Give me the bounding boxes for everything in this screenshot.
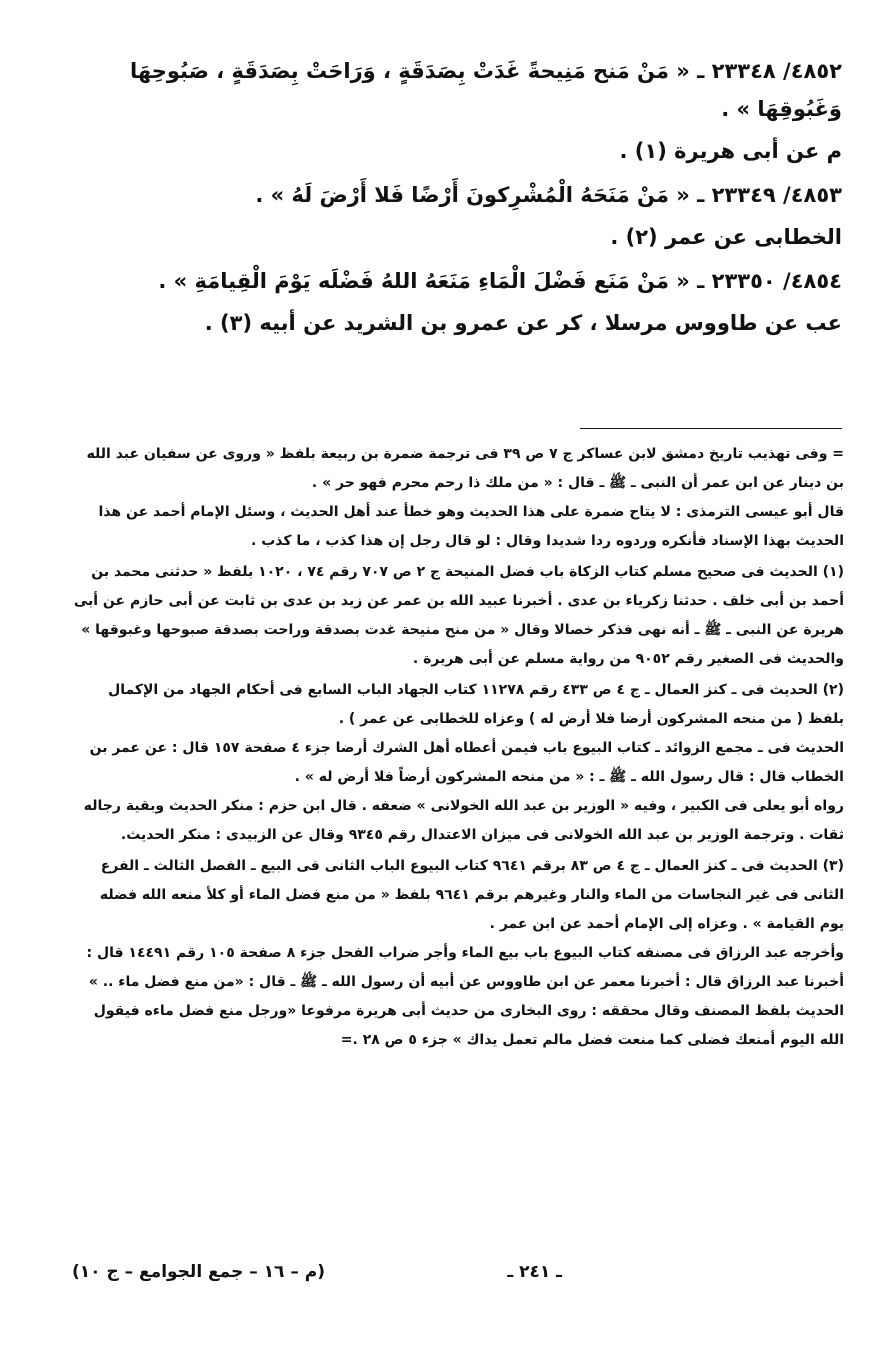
main-text [72,52,842,348]
footnotes [72,440,844,1055]
footnote-2-a: (٢) الحديث فى ـ كنز العمال ـ ج ٤ ص ٤٣٣ رقم ١١٢٧٨ كتاب الجهاد الباب السابع فى أحكام الجهاد من الإكمال بلفظ ( من منحه المشركون أرضا فلا أرض له ) وعزاه للخطابى عن عمر ) . [108,682,844,727]
footnote-3-b: وأخرجه عبد الرزاق فى مصنفه كتاب البيوع باب بيع الماء وأجر ضراب الفحل جزء ٨ صفحة ١٠٥ رقم ١٤٤٩١ قال : أخبرنا عبد الرزاق قال : أخبرنا معمر عن ابن طاووس عن أبيه أن رسول الله ـ ﷺ ـ قال : «من منع فضل ماء .. » الحديث بلفظ المصنف وقال محققه : روى البخارى من حديث أبى هريرة مرفوعا «ورجل منع فضل ماءه فيقول الله اليوم أمنعك فضلى كما منعت فضل مالم تعمل يداك » جزء ٥ ص ٢٨ .= [86,945,844,1048]
footnote-3-a: (٣) الحديث فى ـ كنز العمال ـ ج ٤ ص ٨٣ برقم ٩٦٤١ كتاب البيوع الباب الثانى فى البيع ـ الفصل الثالث ـ الفرع الثانى فى غير النجاسات من الماء والنار وغيرهم برقم ٩٦٤١ بلفظ « من منع فضل الماء أو كلأ منعه الله فضله يوم القيامة » . وعزاه إلى الإمام أحمد عن ابن عمر . [99,858,844,932]
footnote-1: (١) الحديث فى صحيح مسلم كتاب الزكاة باب فضل المنيحة ج ٢ ص ٧٠٧ رقم ٧٤ ، ١٠٢٠ بلفظ « حدثنى محمد بن أحمد بن أبى خلف . حدثنا زكرياء بن عدى . أخبرنا عبيد الله بن عمر عن زيد بن عدى بن ثابت عن أبى حازم عن أبى هريرة عن النبى ـ ﷺ ـ أنه نهى فذكر خصالا وقال « من منح منيحة غدت بصدقة وراحت بصدقة صبوحها وغبوقها » والحديث فى الصغير رقم ٩٠٥٢ من رواية مسلم عن أبى هريرة . [73,564,844,667]
hadith-4852-source: م عن أبى هريرة (١) . [619,139,842,163]
footnote-continuation-1: = وفى تهذيب تاريخ دمشق لابن عساكر ج ٧ ص ٣٩ فى ترجمة ضمرة بن ربيعة بلفظ « وروى عن سفيان عبد الله بن دينار عن ابن عمر أن النبى ـ ﷺ ـ قال : « من ملك ذا رحم محرم فهو حر » . [86,446,844,491]
footnote-2-c: رواه أبو يعلى فى الكبير ، وفيه « الوزير بن عبد الله الخولانى » ضعفه . قال ابن حزم : منكر الحديث وبقية رجاله ثقات . وترجمة الوزير بن عبد الله الخولانى فى ميزان الاعتدال رقم ٩٣٤٥ وقال عن الزبيدى : منكر الحديث. [83,798,844,843]
hadith-4852: ٤٨٥٢/ ٢٣٣٤٨ ـ « مَنْ مَنح مَنِيحةً غَدَتْ بِصَدَقَةٍ ، وَرَاحَتْ بِصَدَقَةٍ ، صَبُوحِهَا وَغَبُوقِهَا » . [129,59,842,121]
signature-mark: (م – ١٦ – جمع الجوامع – ج ١٠) [72,1262,326,1282]
hadith-4854-source: عب عن طاووس مرسلا ، كر عن عمرو بن الشريد عن أبيه (٣) . [204,311,842,335]
footnote-2-b: الحديث فى ـ مجمع الزوائد ـ كتاب البيوع باب فيمن أعطاه أهل الشرك أرضا جزء ٤ صفحة ١٥٧ قال : عن عمر بن الخطاب قال : قال رسول الله ـ ﷺ ـ : « من منحه المشركون أرضاً فلا أرض له » . [89,740,844,785]
hadith-4853-source: الخطابى عن عمر (٢) . [610,225,842,249]
hadith-4853: ٤٨٥٣/ ٢٣٣٤٩ ـ « مَنْ مَنَحَهُ الْمُشْرِكونَ أَرْضًا فَلا أَرْضَ لَهُ » . [255,183,842,207]
hadith-4854: ٤٨٥٤/ ٢٣٣٥٠ ـ « مَنْ مَنَع فَضْلَ الْمَاءِ مَنَعَهُ اللهُ فَضْلَه يَوْمَ الْقِيامَةِ » . [158,269,842,293]
page-number: ـ ٢٤١ ـ [507,1262,562,1282]
footnote-continuation-2: قال أبو عيسى الترمذى : لا يتاح ضمرة على هذا الحديث وهو خطأ عند أهل الحديث ، وسئل الإمام أحمد عن هذا الحديث بهذا الإسناد فأنكره وردوه ردا شديدا وقال : لو قال رجل إن هذا كذب ، ما كذب . [98,504,844,549]
footnote-separator [580,428,842,429]
